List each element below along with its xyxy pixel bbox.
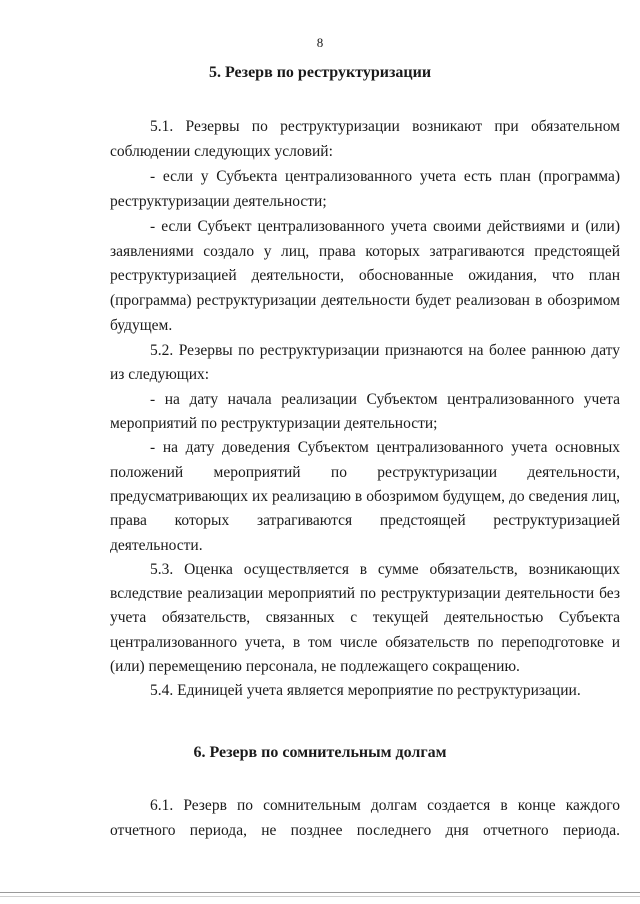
page-number: 8 xyxy=(316,35,324,50)
section-6-body xyxy=(110,794,620,844)
paragraph-5-1-condition-1: - если у Субъекта централизованного учета есть план (программа) реструктуризации деятельности; xyxy=(110,167,620,210)
page-bottom-edge-shadow xyxy=(0,896,640,897)
section-5-body xyxy=(110,115,620,704)
paragraph-5-2-option-2: - на дату доведения Субъектом централизованного учета основных положений мероприятий по реструктуризации деятельности, предусматривающих их реализацию в обозримом будущем, до сведения лиц, права которых затрагиваются предстоящей реструктуризацией деятельности. xyxy=(110,439,620,554)
paragraph-5-2-option-1: - на дату начала реализации Субъектом централизованного учета мероприятий по реструктуризации деятельности; xyxy=(110,390,620,433)
paragraph-5-4: 5.4. Единицей учета является мероприятие по реструктуризации. xyxy=(150,682,581,700)
section-6-heading: 6. Резерв по сомнительным долгам xyxy=(193,744,447,761)
paragraph-5-2: 5.2. Резервы по реструктуризации признаются на более раннюю дату из следующих: xyxy=(110,342,620,384)
page-bottom-edge xyxy=(0,892,640,893)
paragraph-5-1: 5.1. Резервы по реструктуризации возникают при обязательном соблюдении следующих условий: xyxy=(110,118,620,160)
section-5-heading: 5. Резерв по реструктуризации xyxy=(208,64,432,81)
paragraph-5-3: 5.3. Оценка осуществляется в сумме обязательств, возникающих вследствие реализации мероприятий по реструктуризации деятельности без учета обязательств, связанных с текущей деятельностью Субъекта централизованного учета, в том числе обязательств по переподготовке и (или) перемещению персонала, не подлежащего сокращению. xyxy=(110,560,620,676)
paragraph-5-1-condition-2: - если Субъект централизованного учета своими действиями и (или) заявлениями создало у лиц, права которых затрагиваются предстоящей реструктуризацией деятельности, обоснованные ожидания, что план (программа) реструктуризации деятельности будет реализован в обозримом будущем. xyxy=(110,217,620,335)
paragraph-6-1: 6.1. Резерв по сомнительным долгам создается в конце каждого отчетного периода, не позднее последнего дня отчетного периода. xyxy=(110,797,620,839)
